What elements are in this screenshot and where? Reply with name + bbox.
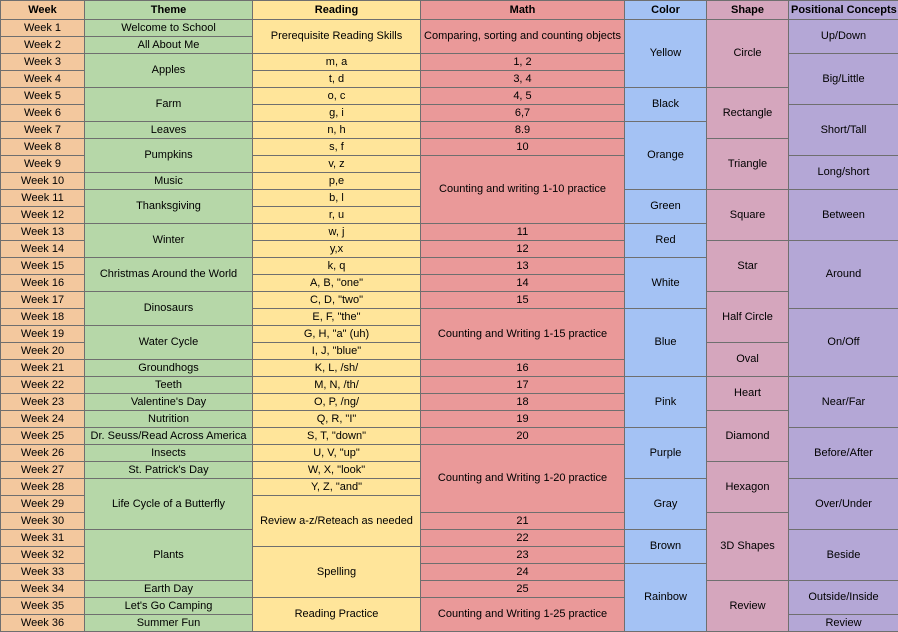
theme-cell: Nutrition (85, 411, 253, 428)
math-cell: 17 (421, 377, 625, 394)
reading-cell: v, z (253, 156, 421, 173)
week-cell: Week 25 (1, 428, 85, 445)
week-cell: Week 6 (1, 105, 85, 122)
theme-cell: All About Me (85, 37, 253, 54)
header-shape: Shape (707, 1, 789, 20)
table-row (1, 411, 898, 428)
reading-cell: G, H, "a" (uh) (253, 326, 421, 343)
theme-cell: Earth Day (85, 581, 253, 598)
positional-cell: Big/Little (789, 54, 898, 105)
math-cell: Counting and Writing 1-20 practice (421, 445, 625, 513)
color-cell: Pink (625, 377, 707, 428)
reading-cell: O, P, /ng/ (253, 394, 421, 411)
header-color: Color (625, 1, 707, 20)
shape-cell: Review (707, 581, 789, 632)
color-cell: Brown (625, 530, 707, 564)
reading-cell: w, j (253, 224, 421, 241)
math-cell: 4, 5 (421, 88, 625, 105)
theme-cell: Water Cycle (85, 326, 253, 360)
positional-cell: Between (789, 190, 898, 241)
theme-cell: Dinosaurs (85, 292, 253, 326)
week-cell: Week 12 (1, 207, 85, 224)
week-cell: Week 33 (1, 564, 85, 581)
theme-cell: Plants (85, 530, 253, 581)
week-cell: Week 32 (1, 547, 85, 564)
math-cell: Comparing, sorting and counting objects (421, 20, 625, 54)
week-cell: Week 28 (1, 479, 85, 496)
week-cell: Week 35 (1, 598, 85, 615)
theme-cell: Apples (85, 54, 253, 88)
week-cell: Week 26 (1, 445, 85, 462)
math-cell: 10 (421, 139, 625, 156)
reading-cell: I, J, "blue" (253, 343, 421, 360)
theme-cell: Christmas Around the World (85, 258, 253, 292)
reading-cell: g, i (253, 105, 421, 122)
theme-cell: Summer Fun (85, 615, 253, 632)
theme-cell: Winter (85, 224, 253, 258)
positional-cell: Long/short (789, 156, 898, 190)
positional-cell: Up/Down (789, 20, 898, 54)
week-cell: Week 22 (1, 377, 85, 394)
theme-cell: Thanksgiving (85, 190, 253, 224)
week-cell: Week 2 (1, 37, 85, 54)
header-math: Math (421, 1, 625, 20)
positional-cell: Outside/Inside (789, 581, 898, 615)
theme-cell: Let's Go Camping (85, 598, 253, 615)
theme-cell: Life Cycle of a Butterfly (85, 479, 253, 530)
reading-cell: r, u (253, 207, 421, 224)
week-cell: Week 3 (1, 54, 85, 71)
theme-cell: Farm (85, 88, 253, 122)
math-cell: 25 (421, 581, 625, 598)
reading-cell: S, T, "down" (253, 428, 421, 445)
week-cell: Week 20 (1, 343, 85, 360)
reading-cell: Spelling (253, 547, 421, 598)
theme-cell: Dr. Seuss/Read Across America (85, 428, 253, 445)
reading-cell: K, L, /sh/ (253, 360, 421, 377)
theme-cell: Insects (85, 445, 253, 462)
math-cell: 11 (421, 224, 625, 241)
color-cell: Purple (625, 428, 707, 479)
shape-cell: Heart (707, 377, 789, 411)
table-row (1, 88, 898, 105)
week-cell: Week 1 (1, 20, 85, 37)
week-cell: Week 36 (1, 615, 85, 632)
reading-cell: A, B, "one" (253, 275, 421, 292)
week-cell: Week 11 (1, 190, 85, 207)
reading-cell: U, V, "up" (253, 445, 421, 462)
reading-cell: t, d (253, 71, 421, 88)
week-cell: Week 21 (1, 360, 85, 377)
shape-cell: Star (707, 241, 789, 292)
curriculum-body (1, 1, 898, 632)
positional-cell: Before/After (789, 428, 898, 479)
week-cell: Week 9 (1, 156, 85, 173)
week-cell: Week 34 (1, 581, 85, 598)
reading-cell: s, f (253, 139, 421, 156)
reading-cell: W, X, "look" (253, 462, 421, 479)
reading-cell: p,e (253, 173, 421, 190)
week-cell: Week 24 (1, 411, 85, 428)
week-cell: Week 18 (1, 309, 85, 326)
reading-cell: Q, R, "I" (253, 411, 421, 428)
positional-cell: Near/Far (789, 377, 898, 428)
color-cell: Gray (625, 479, 707, 530)
color-cell: White (625, 258, 707, 309)
week-cell: Week 15 (1, 258, 85, 275)
positional-cell: Short/Tall (789, 105, 898, 156)
header-week: Week (1, 1, 85, 20)
table-row (1, 20, 898, 37)
theme-cell: Teeth (85, 377, 253, 394)
table-row (1, 292, 898, 309)
math-cell: 8.9 (421, 122, 625, 139)
color-cell: Red (625, 224, 707, 258)
math-cell: 21 (421, 513, 625, 530)
table-row (1, 581, 898, 598)
math-cell: 3, 4 (421, 71, 625, 88)
shape-cell: Oval (707, 343, 789, 377)
week-cell: Week 5 (1, 88, 85, 105)
theme-cell: Welcome to School (85, 20, 253, 37)
week-cell: Week 13 (1, 224, 85, 241)
reading-cell: y,x (253, 241, 421, 258)
week-cell: Week 14 (1, 241, 85, 258)
shape-cell: 3D Shapes (707, 513, 789, 581)
shape-cell: Diamond (707, 411, 789, 462)
color-cell: Yellow (625, 20, 707, 88)
positional-cell: On/Off (789, 309, 898, 377)
shape-cell: Half Circle (707, 292, 789, 343)
reading-cell: o, c (253, 88, 421, 105)
week-cell: Week 29 (1, 496, 85, 513)
week-cell: Week 8 (1, 139, 85, 156)
table-row (1, 139, 898, 156)
math-cell: 23 (421, 547, 625, 564)
header-positional: Positional Concepts (789, 1, 898, 20)
color-cell: Orange (625, 122, 707, 190)
shape-cell: Hexagon (707, 462, 789, 513)
color-cell: Blue (625, 309, 707, 377)
week-cell: Week 16 (1, 275, 85, 292)
header-reading: Reading (253, 1, 421, 20)
shape-cell: Square (707, 190, 789, 241)
shape-cell: Triangle (707, 139, 789, 190)
reading-cell: C, D, "two" (253, 292, 421, 309)
reading-cell: E, F, "the" (253, 309, 421, 326)
math-cell: 16 (421, 360, 625, 377)
reading-cell: b, l (253, 190, 421, 207)
math-cell: 1, 2 (421, 54, 625, 71)
theme-cell: Groundhogs (85, 360, 253, 377)
theme-cell: Music (85, 173, 253, 190)
math-cell: 15 (421, 292, 625, 309)
math-cell: Counting and writing 1-10 practice (421, 156, 625, 224)
reading-cell: Review a-z/Reteach as needed (253, 496, 421, 547)
reading-cell: Prerequisite Reading Skills (253, 20, 421, 54)
math-cell: 14 (421, 275, 625, 292)
week-cell: Week 27 (1, 462, 85, 479)
header-row (1, 1, 898, 20)
week-cell: Week 10 (1, 173, 85, 190)
theme-cell: Valentine's Day (85, 394, 253, 411)
reading-cell: n, h (253, 122, 421, 139)
math-cell: 22 (421, 530, 625, 547)
week-cell: Week 31 (1, 530, 85, 547)
math-cell: Counting and Writing 1-25 practice (421, 598, 625, 632)
positional-cell: Review (789, 615, 898, 632)
theme-cell: St. Patrick's Day (85, 462, 253, 479)
reading-cell: k, q (253, 258, 421, 275)
reading-cell: m, a (253, 54, 421, 71)
color-cell: Rainbow (625, 564, 707, 632)
week-cell: Week 19 (1, 326, 85, 343)
theme-cell: Leaves (85, 122, 253, 139)
positional-cell: Beside (789, 530, 898, 581)
shape-cell: Circle (707, 20, 789, 88)
color-cell: Green (625, 190, 707, 224)
math-cell: 13 (421, 258, 625, 275)
week-cell: Week 7 (1, 122, 85, 139)
positional-cell: Over/Under (789, 479, 898, 530)
week-cell: Week 17 (1, 292, 85, 309)
math-cell: Counting and Writing 1-15 practice (421, 309, 625, 360)
theme-cell: Pumpkins (85, 139, 253, 173)
week-cell: Week 30 (1, 513, 85, 530)
math-cell: 6,7 (421, 105, 625, 122)
reading-cell: M, N, /th/ (253, 377, 421, 394)
math-cell: 20 (421, 428, 625, 445)
shape-cell: Rectangle (707, 88, 789, 139)
reading-cell: Y, Z, "and" (253, 479, 421, 496)
math-cell: 24 (421, 564, 625, 581)
week-cell: Week 4 (1, 71, 85, 88)
table-row (1, 377, 898, 394)
math-cell: 19 (421, 411, 625, 428)
positional-cell: Around (789, 241, 898, 309)
header-theme: Theme (85, 1, 253, 20)
week-cell: Week 23 (1, 394, 85, 411)
math-cell: 12 (421, 241, 625, 258)
color-cell: Black (625, 88, 707, 122)
math-cell: 18 (421, 394, 625, 411)
reading-cell: Reading Practice (253, 598, 421, 632)
